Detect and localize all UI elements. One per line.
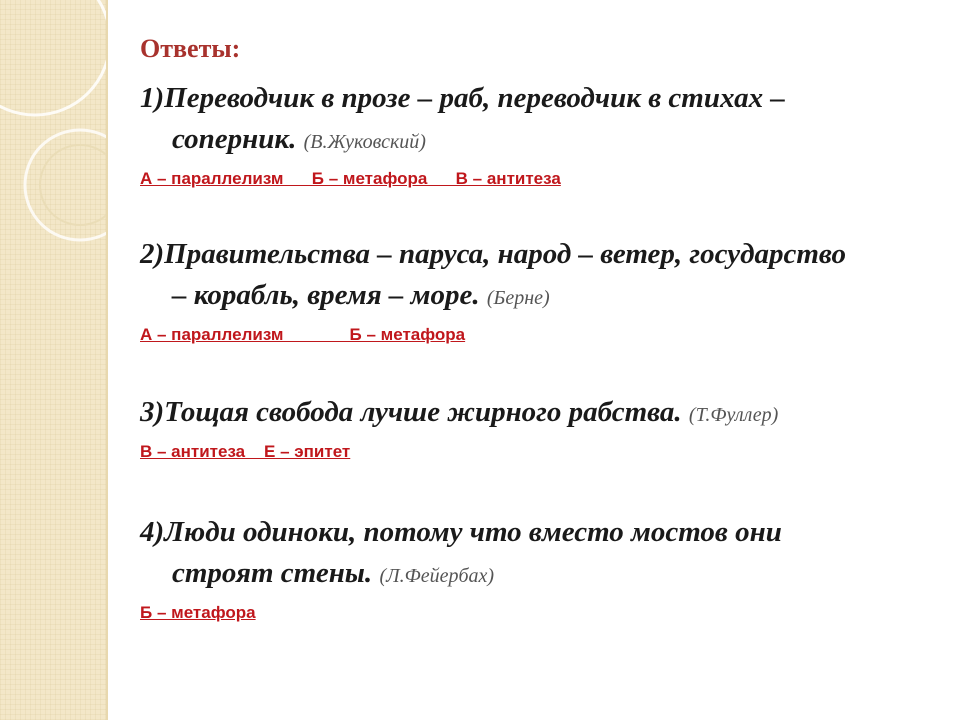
quote-text: [140, 234, 930, 319]
quote-line-1: 2)Правительства – паруса, народ – ветер, государство: [140, 238, 846, 270]
answer-item-4: [140, 512, 930, 623]
answer-line: А – параллелизм Б – метафора: [140, 325, 466, 344]
quote-text: [140, 512, 930, 597]
quote-author: (Берне): [486, 287, 550, 309]
quote-line-1: 1)Переводчик в прозе – раб, переводчик в стихах –: [140, 82, 785, 114]
quote-text: [140, 78, 930, 163]
answer-line: Б – метафора: [140, 603, 256, 622]
side-band-edge: [106, 0, 108, 720]
decorative-circles: [0, 0, 106, 720]
quote-line-1: 4)Люди одиноки, потому что вместо мостов они: [140, 516, 782, 548]
quote-line-2: – корабль, время – море. (Берне): [172, 279, 550, 311]
quote-line-2: строят стены. (Л.Фейербах): [172, 557, 495, 589]
answer-item-2: [140, 234, 930, 345]
decorative-side-band: [0, 0, 106, 720]
quote-author: (В.Жуковский): [303, 131, 426, 153]
quote-author: (Т.Фуллер): [688, 404, 779, 426]
answer-line: А – параллелизм Б – метафора В – антитеза: [140, 169, 561, 188]
quote-line-2: соперник. (В.Жуковский): [172, 123, 426, 155]
quote-author: (Л.Фейербах): [379, 565, 495, 587]
answer-line: В – антитеза Е – эпитет: [140, 442, 351, 461]
answer-item-3: [140, 392, 930, 462]
quote-line-1: 3)Тощая свобода лучше жирного рабства.: [140, 396, 682, 428]
quote-text: [140, 392, 930, 436]
answer-item-1: [140, 78, 930, 189]
slide-title: Ответы:: [140, 34, 241, 63]
